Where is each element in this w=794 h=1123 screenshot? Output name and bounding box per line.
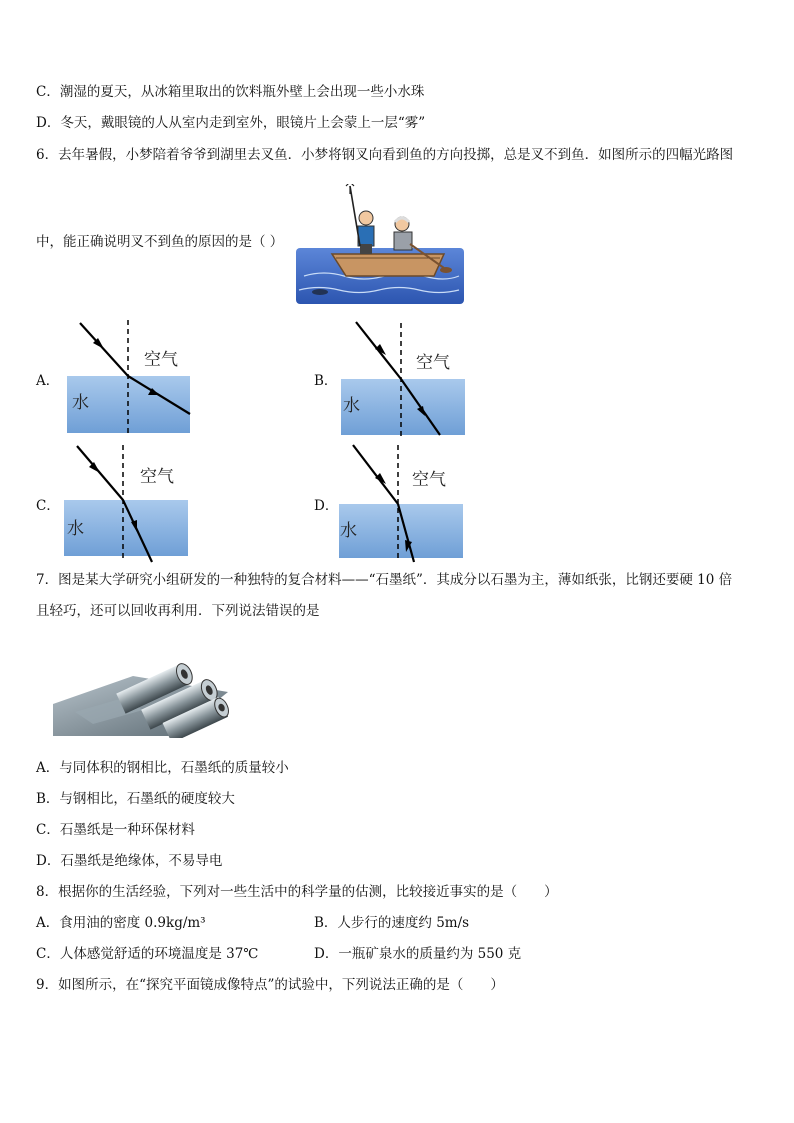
graphite-paper-rolls-illustration [53, 652, 231, 738]
q7-stem-line2: 且轻巧，还可以回收再利用．下列说法错误的是 [36, 603, 320, 619]
q5-option-d: D．冬天，戴眼镜的人从室内走到室外，眼镜片上会蒙上一层“雾” [36, 115, 426, 131]
q8-stem: 8．根据你的生活经验，下列对一些生活中的科学量的估测，比较接近事实的是（ ） [36, 884, 558, 900]
q6-option-d-label: D． [314, 498, 339, 514]
water-label: 水 [340, 521, 357, 541]
q7-stem-line1: 7．图是某大学研究小组研发的一种独特的复合材料——“石墨纸”．其成分以石墨为主，薄如纸张，比钢还要硬 10 倍 [36, 572, 733, 588]
q6-stem-line1: 6．去年暑假，小梦陪着爷爷到湖里去叉鱼．小梦将钢叉向看到鱼的方向投掷，总是叉不到鱼．如图所示的四幅光路图 [36, 147, 734, 163]
water-label: 水 [343, 396, 360, 416]
q8-option-c: C．人体感觉舒适的环境温度是 37℃ [36, 946, 259, 962]
incident-ray [353, 445, 398, 504]
q6-option-a-label: A． [36, 373, 60, 389]
q6-diagram-a [60, 318, 200, 438]
q6-diagram-d [336, 440, 476, 564]
q6-diagram-c [60, 440, 200, 564]
air-label: 空气 [140, 467, 174, 487]
q7-option-d: D．石墨纸是绝缘体，不易导电 [36, 853, 223, 869]
q6-diagram-b [336, 318, 476, 442]
air-label: 空气 [416, 353, 450, 373]
water-label: 水 [72, 393, 89, 413]
air-label: 空气 [412, 470, 446, 490]
fishing-boat-illustration [294, 184, 466, 306]
incident-ray [80, 323, 128, 376]
q9-stem: 9．如图所示，在“探究平面镜成像特点”的试验中，下列说法正确的是（ ） [36, 977, 504, 993]
q8-option-a: A．食用油的密度 0.9kg/m³ [36, 915, 206, 931]
q6-stem-line2: 中，能正确说明叉不到鱼的原因的是（ ） [36, 234, 284, 250]
q8-option-d: D．一瓶矿泉水的质量约为 550 克 [314, 946, 522, 962]
q5-option-c: C．潮湿的夏天，从冰箱里取出的饮料瓶外壁上会出现一些小水珠 [36, 84, 425, 100]
q6-option-b-label: B． [314, 373, 338, 389]
water-label: 水 [67, 519, 84, 539]
air-label: 空气 [144, 350, 178, 370]
q6-option-c-label: C． [36, 498, 60, 514]
q7-option-b: B．与钢相比，石墨纸的硬度较大 [36, 791, 235, 807]
q7-option-a: A．与同体积的钢相比，石墨纸的质量较小 [36, 760, 289, 776]
q8-option-b: B．人步行的速度约 5m/s [314, 915, 470, 931]
q7-option-c: C．石墨纸是一种环保材料 [36, 822, 195, 838]
